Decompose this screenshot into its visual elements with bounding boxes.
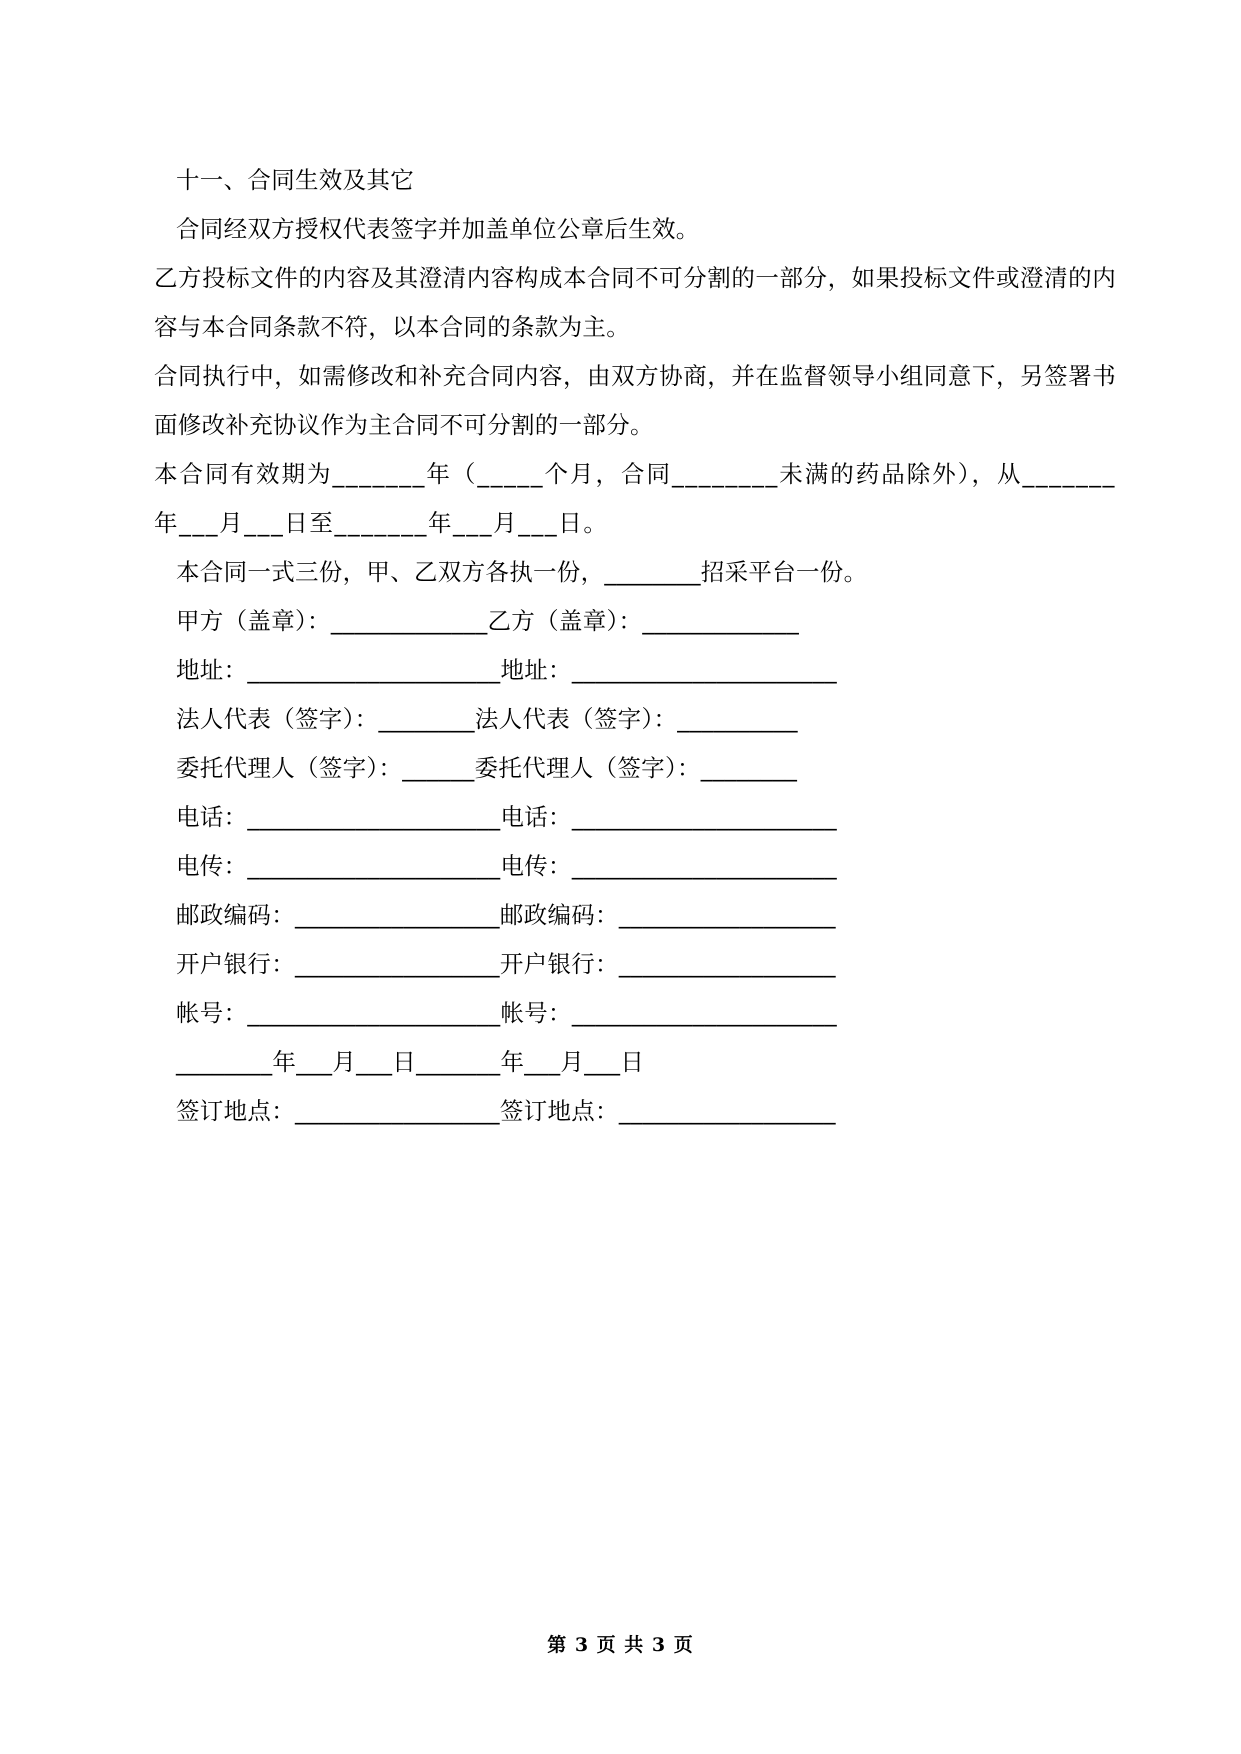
- page-number-footer: 第 3 页 共 3 页: [547, 1634, 694, 1656]
- signature-agent-line: 委托代理人（签字）：______委托代理人（签字）：________: [176, 754, 798, 782]
- signature-account-line: 帐号：_____________________帐号：______________________: [176, 999, 837, 1027]
- paragraph-effectiveness: 合同经双方授权代表签字并加盖单位公章后生效。: [176, 215, 700, 243]
- paragraph-validity-period: 本合同有效期为_______年（_____个月，合同________未满的药品除外），从_______年___月___日至_______年___月___日。: [154, 460, 1116, 537]
- signature-phone-line: 电话：_____________________电话：______________________: [176, 803, 837, 831]
- signature-postcode-line: 邮政编码：_________________邮政编码：__________________: [176, 901, 836, 929]
- contract-body: [152, 156, 1116, 1136]
- signature-fax-line: 电传：_____________________电传：______________________: [176, 852, 837, 880]
- paragraph-amendments: 合同执行中，如需修改和补充合同内容，由双方协商，并在监督领导小组同意下，另签署书面修改补充协议作为主合同不可分割的一部分。: [154, 362, 1116, 439]
- paragraph-bid-documents: 乙方投标文件的内容及其澄清内容构成本合同不可分割的一部分，如果投标文件或澄清的内容与本合同条款不符，以本合同的条款为主。: [154, 264, 1116, 341]
- section-heading: 十一、合同生效及其它: [176, 166, 414, 194]
- paragraph-copies: 本合同一式三份，甲、乙双方各执一份，________招采平台一份。: [176, 558, 868, 586]
- signature-place-line: 签订地点：_________________签订地点：__________________: [176, 1097, 836, 1125]
- signature-address-line: 地址：_____________________地址：______________________: [176, 656, 837, 684]
- signature-seal-line: 甲方（盖章）：_____________乙方（盖章）：_____________: [176, 607, 799, 635]
- signature-bank-line: 开户银行：_________________开户银行：__________________: [176, 950, 836, 978]
- signature-date-line: ________年___月___日_______年___月___日: [176, 1048, 645, 1076]
- signature-legal-rep-line: 法人代表（签字）：________法人代表（签字）：__________: [176, 705, 798, 733]
